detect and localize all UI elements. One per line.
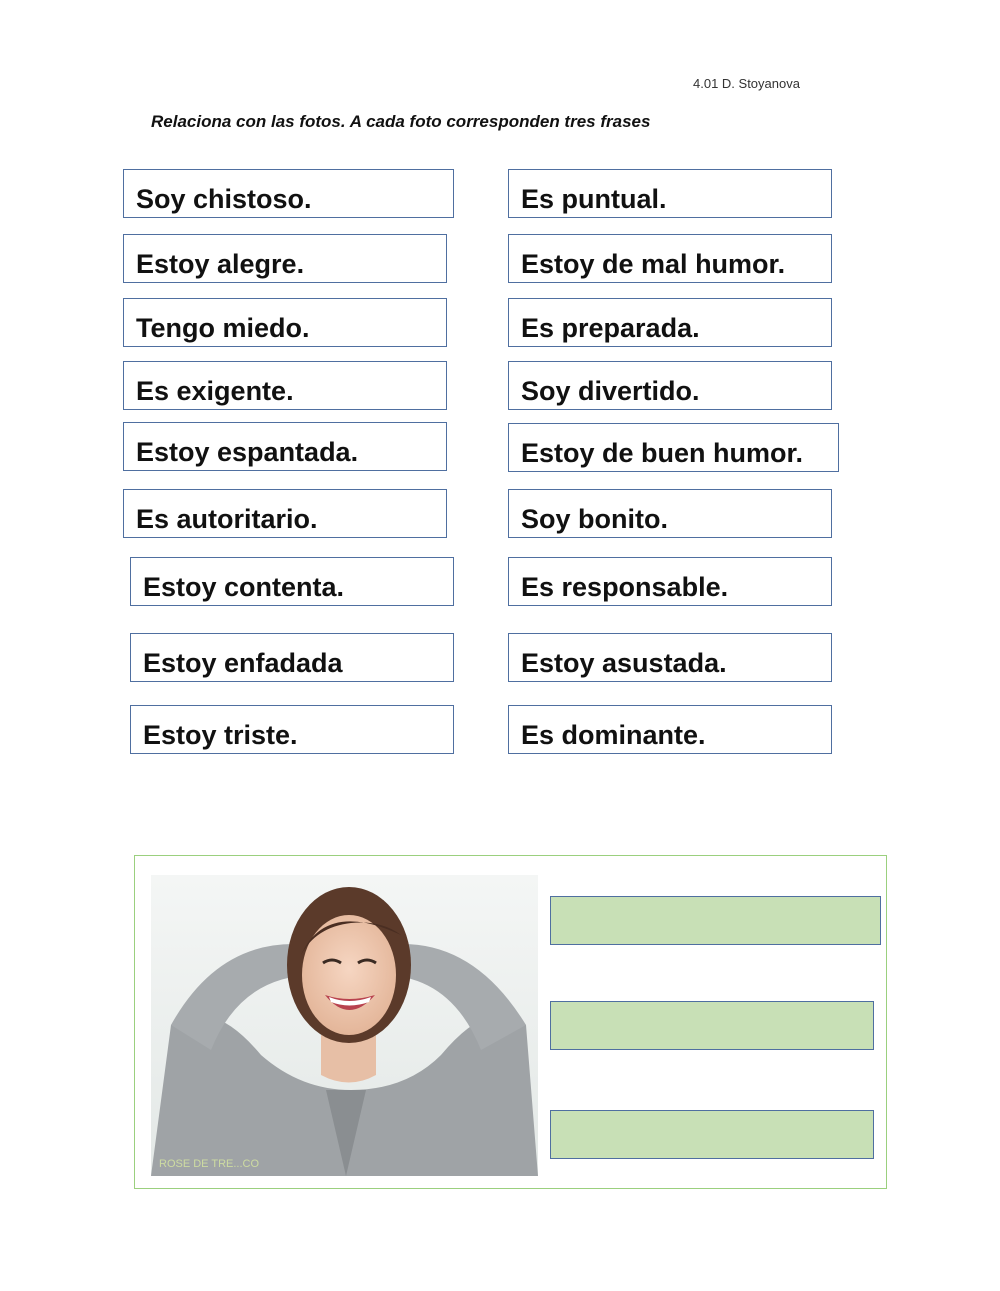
phrase-estoy-de-mal-humor[interactable]: Estoy de mal humor. bbox=[508, 234, 832, 283]
phrase-estoy-enfadada[interactable]: Estoy enfadada bbox=[130, 633, 454, 682]
phrase-soy-chistoso[interactable]: Soy chistoso. bbox=[123, 169, 454, 218]
phrase-es-responsable[interactable]: Es responsable. bbox=[508, 557, 832, 606]
phrase-es-preparada[interactable]: Es preparada. bbox=[508, 298, 832, 347]
phrase-estoy-asustada[interactable]: Estoy asustada. bbox=[508, 633, 832, 682]
phrase-tengo-miedo[interactable]: Tengo miedo. bbox=[123, 298, 447, 347]
header-reference: 4.01 D. Stoyanova bbox=[693, 76, 800, 91]
phrase-estoy-triste[interactable]: Estoy triste. bbox=[130, 705, 454, 754]
phrase-es-dominante[interactable]: Es dominante. bbox=[508, 705, 832, 754]
drop-slot-2[interactable] bbox=[550, 1001, 874, 1050]
phrase-es-autoritario[interactable]: Es autoritario. bbox=[123, 489, 447, 538]
phrase-soy-divertido[interactable]: Soy divertido. bbox=[508, 361, 832, 410]
phrase-es-puntual[interactable]: Es puntual. bbox=[508, 169, 832, 218]
phrase-estoy-contenta[interactable]: Estoy contenta. bbox=[130, 557, 454, 606]
phrase-estoy-alegre[interactable]: Estoy alegre. bbox=[123, 234, 447, 283]
drop-slot-1[interactable] bbox=[550, 896, 881, 945]
photo-happy-woman bbox=[151, 875, 538, 1176]
phrase-estoy-de-buen-humor[interactable]: Estoy de buen humor. bbox=[508, 423, 839, 472]
drop-slot-3[interactable] bbox=[550, 1110, 874, 1159]
phrase-es-exigente[interactable]: Es exigente. bbox=[123, 361, 447, 410]
photo-watermark: ROSE DE TRE...CO bbox=[159, 1158, 260, 1170]
phrase-estoy-espantada[interactable]: Estoy espantada. bbox=[123, 422, 447, 471]
phrase-soy-bonito[interactable]: Soy bonito. bbox=[508, 489, 832, 538]
instruction-text: Relaciona con las fotos. A cada foto corresponden tres frases bbox=[151, 112, 651, 131]
